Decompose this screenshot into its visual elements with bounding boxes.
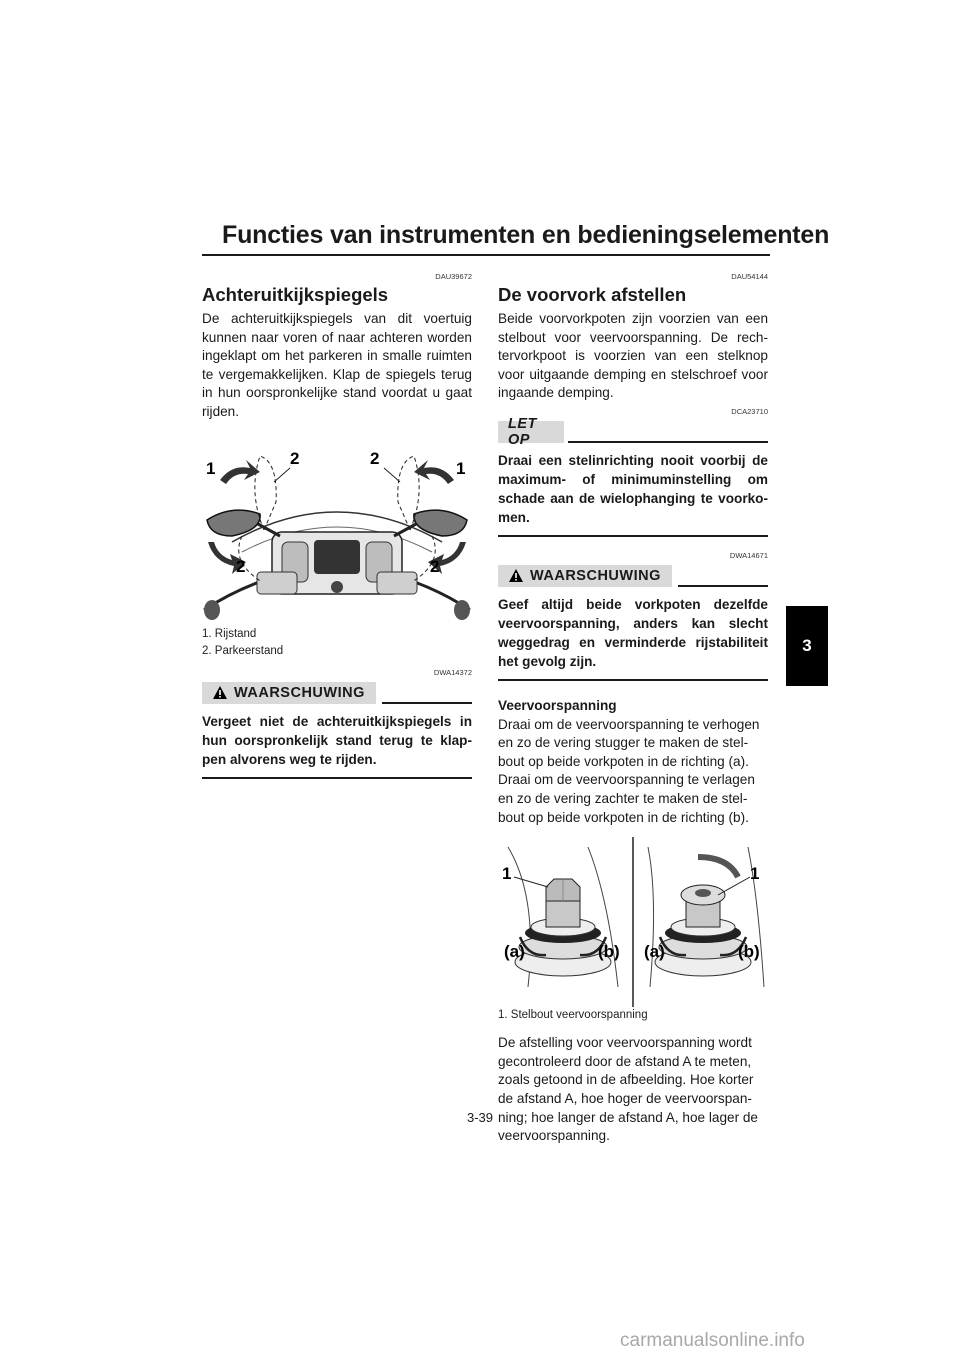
warning-label: WAARSCHUWING bbox=[234, 684, 365, 701]
chapter-tab: 3 bbox=[786, 606, 828, 686]
warning-rule bbox=[382, 702, 472, 704]
header-rule bbox=[202, 254, 770, 256]
warning-end-rule bbox=[202, 777, 472, 779]
handlebar-illustration bbox=[202, 432, 472, 626]
label-b-left: (b) bbox=[598, 942, 620, 962]
doc-code: DAU39672 bbox=[435, 272, 472, 281]
label-a-right: (a) bbox=[644, 942, 665, 962]
warning-triangle-icon bbox=[508, 568, 524, 583]
warning-text: Geef altijd beide vorkpoten dezelfde veervoorspanning, anders kan slecht weggedrag en verminderde rijstabiliteit het gevolg zijn. bbox=[498, 596, 768, 669]
subheading-preload: Veervoorspanning bbox=[498, 697, 617, 713]
fork-preload-illustration bbox=[498, 837, 768, 1007]
notice-code: DCA23710 bbox=[731, 406, 768, 416]
notice-rule bbox=[568, 441, 768, 443]
warning-header bbox=[202, 682, 472, 704]
warning-triangle-icon bbox=[212, 685, 228, 700]
section-heading-mirrors: Achteruitkijkspiegels bbox=[202, 284, 389, 305]
warning-badge bbox=[498, 565, 672, 587]
mirrors-intro: De achteruitkijkspiegels van dit voertuig kunnen naar voren of naar achteren worden ingeklapt om het parkeren in smalle ruimten te vergemakkelijken. Klap de spiegels terug in hun oorspronkelijke stand voordat u gaat rijden. bbox=[202, 311, 472, 419]
warning-text: Vergeet niet de achteruitkijkspiegels in hun oorspronkelijk stand terug te klap-pen alvorens weg te rijden. bbox=[202, 713, 472, 767]
label-1-left: 1 bbox=[502, 864, 512, 884]
page-number: 3-39 bbox=[466, 1110, 494, 1125]
label-2-left-top: 2 bbox=[290, 448, 300, 468]
warning-label: WAARSCHUWING bbox=[530, 567, 661, 584]
right-column bbox=[498, 272, 768, 1146]
notice-label: LET OP bbox=[508, 415, 537, 448]
fork-figure bbox=[498, 837, 768, 1007]
left-column bbox=[202, 272, 472, 779]
label-1-right: 1 bbox=[750, 864, 760, 884]
label-1-right: 1 bbox=[456, 458, 466, 478]
notice-text: Draai een stelinrichting nooit voorbij de maximum- of minimuminstelling om schade aan de wielophanging te voorko-men. bbox=[498, 452, 768, 525]
notice-badge bbox=[498, 415, 564, 448]
fork-intro: Beide voorvorkpoten zijn voorzien van een stelbout voor veervoorspanning. De rech-tervorkpoot is voorzien van een stelknop voor uitgaande demping en stelschroef voor ingaande demping. bbox=[498, 311, 768, 401]
section-heading-fork: De voorvork afstellen bbox=[498, 284, 687, 305]
warning-header bbox=[498, 565, 768, 587]
watermark: carmanualsonline.info bbox=[620, 1330, 805, 1351]
preload-text: Draai om de veervoorspanning te verhogen en zo de vering stugger te maken de stel-bout op beide vorkpoten in de richting (a). Draai om de veervoorspanning te verlagen en zo de vering zachter te maken de stel-bout op beide vorkpoten in de richting (b). bbox=[498, 716, 760, 825]
closing-text: De afstelling voor veervoorspanning wordt gecontroleerd door de afstand A te meten, zoals getoond in de afbeelding. Hoe korter de afstand A, hoe hoger de veervoorspan-ning; hoe langer de afstand A, hoe lager de veervoorspanning. bbox=[498, 1035, 758, 1144]
label-2-right-top: 2 bbox=[370, 448, 380, 468]
page-title: Functies van instrumenten en bedieningselementen bbox=[222, 221, 830, 249]
doc-code: DAU54144 bbox=[731, 272, 768, 281]
warning-rule bbox=[678, 585, 768, 587]
label-b-right: (b) bbox=[738, 942, 760, 962]
label-a-left: (a) bbox=[504, 942, 525, 962]
label-2-right-bottom: 2 bbox=[430, 556, 440, 576]
label-1-left: 1 bbox=[206, 458, 216, 478]
warning-end-rule bbox=[498, 679, 768, 681]
mirrors-figure bbox=[202, 432, 472, 626]
caption-stelbout: 1. Stelbout veervoorspanning bbox=[498, 1009, 648, 1022]
warning-code: DWA14372 bbox=[433, 667, 472, 677]
warning-code: DWA14671 bbox=[729, 550, 768, 560]
label-2-left-bottom: 2 bbox=[236, 556, 246, 576]
caption-rijstand: 1. Rijstand bbox=[202, 627, 257, 640]
warning-badge bbox=[202, 682, 376, 704]
notice-header bbox=[498, 415, 768, 448]
notice-end-rule bbox=[498, 535, 768, 537]
caption-parkeerstand: 2. Parkeerstand bbox=[202, 644, 284, 657]
